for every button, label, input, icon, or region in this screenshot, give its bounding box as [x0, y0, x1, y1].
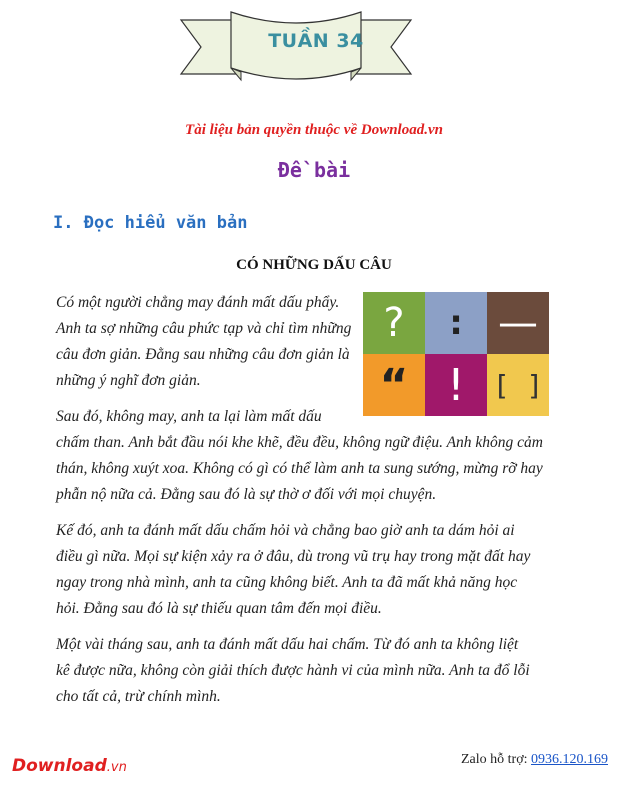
punctuation-image — [363, 292, 549, 416]
story-paragraph-1 — [56, 290, 351, 394]
zalo-support — [461, 752, 608, 768]
paragraph-line: Sau đó, không may, anh ta lại làm mất dấu — [56, 408, 322, 425]
story-paragraph-2 — [56, 404, 543, 508]
reading-section-title: I. Đọc hiểu văn bản — [53, 213, 248, 233]
paragraph-line: Anh ta sợ những câu phức tạp và chỉ tìm những — [56, 320, 352, 337]
dash-icon — [487, 292, 549, 354]
quotation-mark-symbol: “ — [379, 359, 409, 411]
paragraph-line: Kế đó, anh ta đánh mất dấu chấm hỏi và chẳng bao giờ anh ta dám hỏi ai — [56, 522, 515, 539]
exclamation-mark-symbol: ! — [447, 359, 465, 411]
paragraph-line: phẫn nộ nữa cả. Đằng sau đó là sự thờ ơ đối với mọi chuyện. — [56, 486, 437, 503]
logo-suffix: .vn — [106, 760, 127, 775]
question-mark-icon — [363, 292, 425, 354]
download-logo — [12, 756, 127, 776]
colon-symbol: : — [449, 303, 463, 343]
paragraph-line: những ý nghĩ đơn giản. — [56, 372, 201, 389]
paragraph-line: kê được nữa, không còn giải thích được hành vi của mình nữa. Anh ta đổ lỗi — [56, 662, 530, 679]
copyright-note: Tài liệu bản quyền thuộc về Download.vn — [185, 122, 443, 138]
week-title: TUẦN 34 — [268, 30, 364, 52]
paragraph-line: chấm than. Anh bắt đầu nói khe khẽ, đều đều, không ngữ điệu. Anh không cảm — [56, 434, 543, 451]
paragraph-line: điều gì nữa. Mọi sự kiện xảy ra ở đâu, dù trong vũ trụ hay trong mặt đất hay — [56, 548, 531, 565]
zalo-label: Zalo hỗ trợ: — [461, 752, 528, 767]
story-paragraph-3 — [56, 518, 530, 622]
paragraph-line: Có một người chẳng may đánh mất dấu phẩy. — [56, 294, 340, 311]
square-brackets-symbol: [ ] — [492, 368, 544, 402]
paragraph-line: hỏi. Đằng sau đó là sự thiếu quan tâm đến mọi điều. — [56, 600, 382, 617]
story-paragraph-4 — [56, 632, 530, 710]
section-heading: Đề bài — [277, 158, 351, 182]
logo-main: Download — [12, 756, 107, 776]
paragraph-line: ngay trong nhà mình, anh ta cũng không biết. Anh ta đã mất khả năng học — [56, 574, 518, 591]
question-mark-symbol: ? — [383, 300, 405, 346]
paragraph-line: Một vài tháng sau, anh ta đánh mất dấu hai chấm. Từ đó anh ta không liệt — [56, 636, 519, 653]
colon-icon — [425, 292, 487, 354]
story-title: CÓ NHỮNG DẤU CÂU — [236, 257, 392, 273]
paragraph-line: cho tất cả, trừ chính mình. — [56, 688, 221, 705]
paragraph-line: câu đơn giản. Đằng sau những câu đơn giản là — [56, 346, 350, 363]
paragraph-line: thán, không xuýt xoa. Không có gì có thể làm anh ta sung sướng, mừng rỡ hay — [56, 460, 543, 477]
zalo-phone-link[interactable]: 0936.120.169 — [531, 752, 608, 767]
dash-symbol: — — [498, 300, 538, 346]
